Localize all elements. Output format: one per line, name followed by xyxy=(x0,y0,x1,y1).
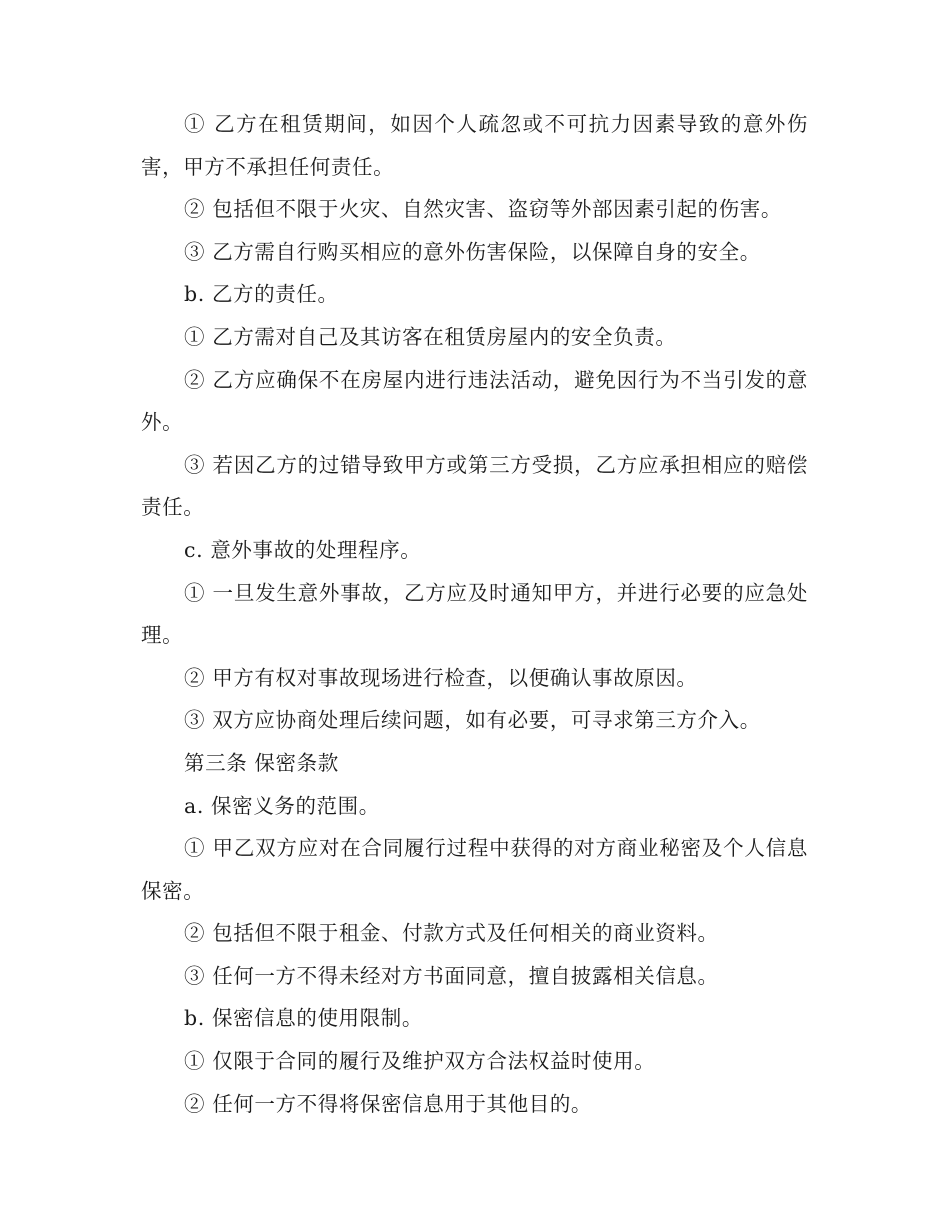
heading-confidentiality-scope: a. 保密义务的范围。 xyxy=(184,793,380,818)
heading-confidential-use-limits: b. 保密信息的使用限制。 xyxy=(184,1006,423,1031)
paragraph-party-b-responsibility-1: ① 乙方需对自己及其访客在租赁房屋内的安全负责。 xyxy=(184,324,677,349)
paragraph-confidentiality-scope-1: ① 甲乙双方应对在合同履行过程中获得的对方商业秘密及个人信息保密。 xyxy=(141,836,808,903)
paragraph-accident-liability-1: ① 乙方在租赁期间，如因个人疏忽或不可抗力因素导致的意外伤害，甲方不承担任何责任。 xyxy=(141,112,808,179)
paragraph-confidential-use-limits-1: ① 仅限于合同的履行及维护双方合法权益时使用。 xyxy=(184,1049,656,1074)
paragraph-party-b-responsibility-2: ② 乙方应确保不在房屋内进行违法活动，避免因行为不当引发的意外。 xyxy=(141,367,808,435)
paragraph-confidentiality-scope-3: ③ 任何一方不得未经对方书面同意，擅自披露相关信息。 xyxy=(184,963,719,988)
heading-accident-procedure: c. 意外事故的处理程序。 xyxy=(184,537,422,562)
document-body xyxy=(141,103,808,1125)
paragraph-confidentiality-scope-2: ② 包括但不限于租金、付款方式及任何相关的商业资料。 xyxy=(184,921,719,946)
paragraph-confidential-use-limits-2: ② 任何一方不得将保密信息用于其他目的。 xyxy=(184,1091,593,1116)
heading-party-b-responsibility: b. 乙方的责任。 xyxy=(184,282,339,307)
paragraph-accident-procedure-2: ② 甲方有权对事故现场进行检查，以便确认事故原因。 xyxy=(184,665,698,690)
paragraph-accident-liability-2: ② 包括但不限于火灾、自然灾害、盗窃等外部因素引起的伤害。 xyxy=(184,197,782,222)
heading-article-3-confidentiality: 第三条 保密条款 xyxy=(184,750,339,775)
paragraph-accident-liability-3: ③ 乙方需自行购买相应的意外伤害保险，以保障自身的安全。 xyxy=(184,239,761,264)
paragraph-accident-procedure-1: ① 一旦发生意外事故，乙方应及时通知甲方，并进行必要的应急处理。 xyxy=(141,580,808,648)
paragraph-accident-procedure-3: ③ 双方应协商处理后续问题，如有必要，可寻求第三方介入。 xyxy=(184,708,761,733)
paragraph-party-b-responsibility-3: ③ 若因乙方的过错导致甲方或第三方受损，乙方应承担相应的赔偿责任。 xyxy=(141,452,808,520)
